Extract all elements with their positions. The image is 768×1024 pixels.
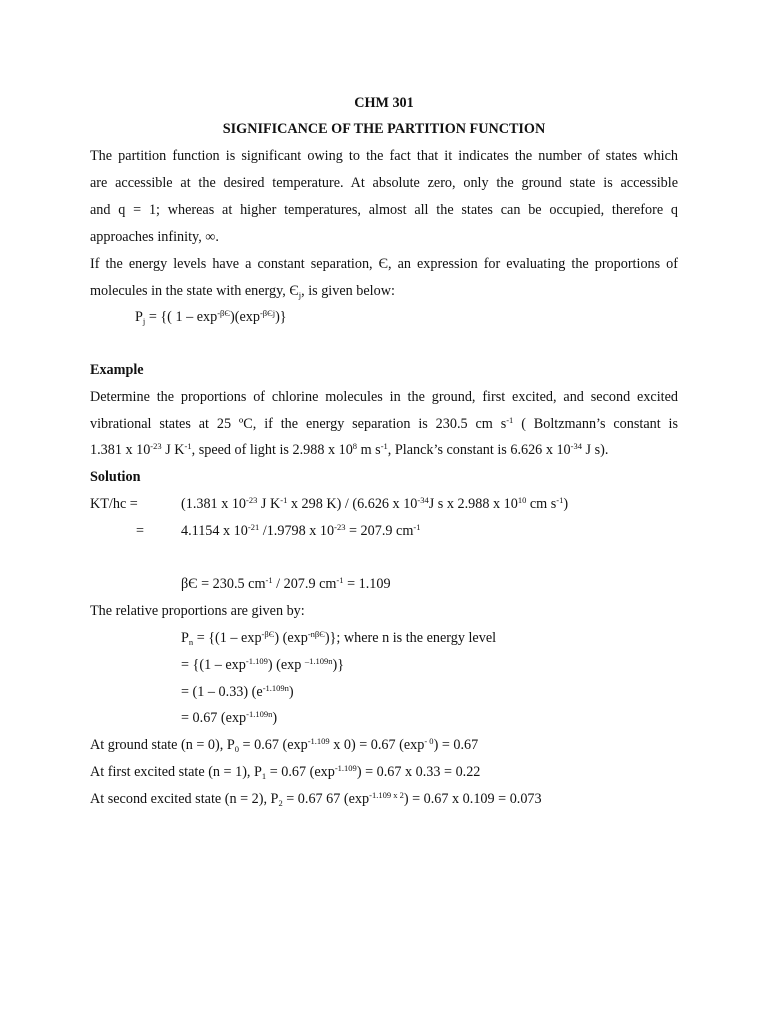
superscript: -1 — [556, 495, 564, 505]
population-formula — [135, 309, 287, 325]
text-run: = 0.67 (exp — [239, 737, 308, 753]
text-run: ( Boltzmann’s constant is — [513, 416, 679, 432]
text-run: = 0.67 67 (exp — [282, 791, 370, 807]
text-run: m s — [357, 442, 381, 458]
subscript: 0 — [234, 744, 239, 754]
text-run: = 0.67 (exp — [266, 764, 335, 780]
superscript: -23 — [246, 495, 258, 505]
kt-hc-expression — [181, 496, 568, 512]
superscript: -1 — [506, 415, 514, 425]
superscript: -21 — [247, 522, 260, 532]
intro-line-5: If the energy levels have a constant separation, Є, an expression for evaluating the proportions of — [90, 256, 678, 272]
text-run: J s x 2.988 x 10 — [428, 496, 518, 512]
superscript: -1 — [265, 575, 273, 585]
text-run: J K — [257, 496, 281, 512]
beta-epsilon-line — [181, 576, 391, 592]
text-run: At first excited state (n = 1), P — [90, 764, 262, 780]
superscript: 8 — [352, 441, 358, 451]
superscript: -23 — [334, 522, 346, 532]
text-run: )} — [275, 309, 287, 325]
pn-formula — [181, 630, 496, 646]
text-run: , Planck’s constant is 6.626 x 10 — [387, 442, 571, 458]
superscript: -1.109 — [334, 763, 357, 773]
superscript: –1.109n — [304, 656, 333, 666]
superscript: 10 — [517, 495, 527, 505]
example-heading: Example — [90, 362, 144, 378]
superscript: -1.109 — [245, 656, 268, 666]
text-run: = {(1 – exp — [193, 630, 262, 646]
superscript: -34 — [417, 495, 429, 505]
text-run: ) — [272, 710, 278, 726]
kt-hc-result — [181, 523, 420, 539]
intro-line-1: The partition function is significant owing to the fact that it indicates the number of states which — [90, 148, 678, 164]
pn-step-2 — [181, 684, 294, 700]
superscript: -1 — [184, 441, 192, 451]
text-run: ) = 0.67 x 0.109 = 0.073 — [403, 791, 542, 807]
second-excited-state-line — [90, 791, 542, 807]
superscript: -1 — [413, 522, 421, 532]
text-run: ) = 0.67 — [433, 737, 479, 753]
subscript: j — [298, 290, 302, 300]
example-line-2 — [90, 416, 678, 432]
superscript: -1.109n — [246, 709, 273, 719]
text-run: At second excited state (n = 2), P — [90, 791, 279, 807]
text-run: x 0) = 0.67 (exp — [329, 737, 425, 753]
intro-line-6 — [90, 283, 395, 299]
relative-proportions-text: The relative proportions are given by: — [90, 603, 305, 619]
subscript: 1 — [261, 771, 267, 781]
text-run: ) — [288, 684, 294, 700]
superscript: -1 — [336, 575, 344, 585]
ground-state-line — [90, 737, 478, 753]
superscript: -nβЄ — [307, 629, 325, 639]
text-run: = {(1 – exp — [181, 657, 246, 673]
intro-line-2: are accessible at the desired temperature. At absolute zero, only the ground state is accessible — [90, 175, 678, 191]
text-run: = (1 – 0.33) (e — [181, 684, 263, 700]
superscript: -1.109 — [307, 736, 330, 746]
text-run: = {( 1 – exp — [145, 309, 218, 325]
intro-line-3: and q = 1; whereas at higher temperatures, almost all the states can be occupied, therefore q — [90, 202, 678, 218]
text-run: /1.9798 x 10 — [259, 523, 335, 539]
text-run: , speed of light is 2.988 x 10 — [191, 442, 353, 458]
pn-step-3 — [181, 710, 277, 726]
superscript: -βЄ — [261, 629, 275, 639]
document-title: SIGNIFICANCE OF THE PARTITION FUNCTION — [222, 121, 546, 137]
subscript: j — [142, 316, 146, 326]
text-run: , is given below: — [301, 283, 395, 299]
example-line-3 — [90, 442, 608, 458]
first-excited-state-line — [90, 764, 480, 780]
text-run: 4.1154 x 10 — [181, 523, 248, 539]
superscript: -1 — [280, 495, 288, 505]
superscript: -1 — [380, 441, 388, 451]
subscript: n — [188, 637, 194, 647]
superscript: -βЄj — [259, 308, 276, 318]
text-run: = 207.9 cm — [345, 523, 414, 539]
kt-hc-label: KT/hc = — [90, 496, 138, 512]
text-run: ) (exp — [267, 657, 305, 673]
equals-sign: = — [136, 523, 145, 539]
subscript: 2 — [278, 798, 283, 808]
superscript: -1.109n — [262, 683, 289, 693]
superscript: - 0 — [424, 736, 434, 746]
text-run: = 1.109 — [343, 576, 391, 592]
example-line-1: Determine the proportions of chlorine molecules in the ground, first excited, and second excited — [90, 389, 678, 405]
superscript: -1.109 x 2 — [369, 790, 404, 800]
text-run: P — [135, 309, 143, 325]
text-run: )} — [332, 657, 345, 673]
text-run: molecules in the state with energy, Є — [90, 283, 299, 299]
text-run: ) = 0.67 x 0.33 = 0.22 — [356, 764, 481, 780]
text-run: vibrational states at 25 ºC, if the energy separation is 230.5 cm s — [90, 416, 507, 432]
course-code: CHM 301 — [354, 95, 414, 111]
text-run: 1.381 x 10 — [90, 442, 151, 458]
text-run: = 0.67 (exp — [181, 710, 247, 726]
text-run: )}; where n is the energy level — [324, 630, 497, 646]
superscript: -34 — [570, 441, 582, 451]
solution-heading: Solution — [90, 469, 141, 485]
text-run: J K — [161, 442, 185, 458]
text-run: / 207.9 cm — [272, 576, 337, 592]
text-run: βЄ = 230.5 cm — [181, 576, 266, 592]
superscript: -βЄ — [217, 308, 230, 318]
intro-line-4: approaches infinity, ∞. — [90, 229, 219, 245]
text-run: ) (exp — [274, 630, 308, 646]
text-run: J s). — [582, 442, 609, 458]
superscript: -23 — [150, 441, 162, 451]
pn-step-1 — [181, 657, 344, 673]
text-run: P — [181, 630, 189, 646]
text-run: )(exp — [230, 309, 260, 325]
text-run: (1.381 x 10 — [181, 496, 247, 512]
text-run: x 298 K) / (6.626 x 10 — [287, 496, 418, 512]
text-run: cm s — [526, 496, 557, 512]
text-run: ) — [563, 496, 569, 512]
text-run: At ground state (n = 0), P — [90, 737, 235, 753]
